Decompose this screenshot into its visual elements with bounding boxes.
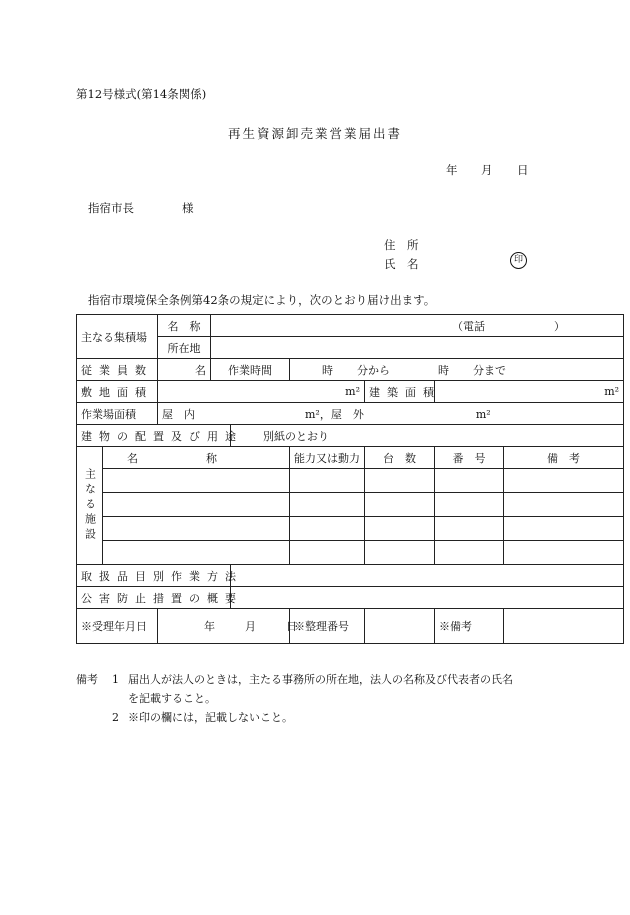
- date-day-label: 日: [517, 163, 529, 177]
- applicant-name-label: 氏 名: [384, 257, 419, 271]
- separate-sheet-text: 別紙のとおり: [263, 429, 329, 443]
- handled-items-row: [77, 565, 624, 587]
- office-use-row: [77, 609, 624, 644]
- facility-row: [77, 469, 624, 493]
- facility-remarks-cell[interactable]: [504, 469, 624, 493]
- note-1-line-1: 届出人が法人のときは，主たる事務所の所在地，法人の名称及び代表者の氏名: [128, 673, 513, 686]
- area-row: [77, 381, 624, 403]
- date-month-label: 月: [481, 163, 493, 177]
- facility-count-cell[interactable]: [365, 541, 435, 565]
- count-header: 台 数: [365, 447, 435, 469]
- intro-text: 指宿市環境保全条例第42条の規定により，次のとおり届け出ます。: [88, 293, 436, 307]
- received-date-label: ※受理年月日: [77, 609, 158, 644]
- main-site-location-row: [77, 337, 624, 359]
- building-layout-row: [77, 425, 624, 447]
- honorific: 様: [182, 201, 194, 215]
- facility-remarks-cell[interactable]: [504, 541, 624, 565]
- seal-mark: 印: [510, 252, 527, 269]
- work-area-row: [77, 403, 624, 425]
- note-1-number: 1: [112, 673, 119, 686]
- ref-number-label: ※整理番号: [290, 609, 365, 644]
- received-day: 日: [286, 620, 297, 633]
- applicant-address-label: 住 所: [384, 238, 419, 252]
- remarks-header: 備 考: [504, 447, 624, 469]
- hour-to: 時: [438, 363, 449, 377]
- building-area-field[interactable]: [435, 381, 624, 403]
- received-year: 年: [204, 620, 215, 633]
- work-area-label: 作業場面積: [77, 403, 158, 425]
- addressee: 指宿市長: [88, 201, 134, 215]
- facilities-label: 主なる施設: [83, 468, 97, 543]
- location-field[interactable]: [211, 337, 624, 359]
- employees-row: [77, 359, 624, 381]
- facility-capacity-cell[interactable]: [290, 469, 365, 493]
- employees-field[interactable]: [158, 359, 211, 381]
- facility-number-cell[interactable]: [435, 517, 504, 541]
- pollution-row: [77, 587, 624, 609]
- pollution-label: 公害防止措置の概要: [77, 587, 231, 609]
- facility-number-cell[interactable]: [435, 469, 504, 493]
- note-2-number: 2: [112, 711, 119, 724]
- handled-items-label: 取扱品目別作業方法: [77, 565, 231, 587]
- facility-name-header: [103, 447, 290, 469]
- outdoor-label: 屋 外: [330, 407, 364, 421]
- facility-capacity-cell[interactable]: [290, 541, 365, 565]
- building-layout-label: 建物の配置及び用途: [77, 425, 231, 447]
- facility-capacity-cell[interactable]: [290, 493, 365, 517]
- location-label: 所在地: [158, 337, 211, 359]
- facility-remarks-cell[interactable]: [504, 493, 624, 517]
- main-site-label: 主なる集積場: [77, 315, 158, 359]
- site-area-field[interactable]: [158, 381, 365, 403]
- site-area-unit: m²: [345, 385, 360, 398]
- main-site-name-row: [77, 315, 624, 337]
- form-number: 第12号様式(第14条関係): [76, 87, 207, 101]
- persons-unit: 名: [195, 363, 206, 377]
- facility-capacity-cell[interactable]: [290, 517, 365, 541]
- date-year-label: 年: [446, 163, 458, 177]
- remarks-field[interactable]: [504, 609, 624, 644]
- building-area-unit: m²: [604, 385, 620, 398]
- facility-name-cell[interactable]: [103, 469, 290, 493]
- work-hours-field[interactable]: [290, 359, 624, 381]
- pollution-field[interactable]: [231, 587, 624, 609]
- notes-section: [76, 670, 513, 727]
- site-area-label: 敷地面積: [77, 381, 158, 403]
- name-label: 名 称: [158, 315, 211, 337]
- remarks-label: ※備考: [435, 609, 504, 644]
- facility-count-cell[interactable]: [365, 517, 435, 541]
- building-area-label: 建築面積: [365, 381, 435, 403]
- work-area-field[interactable]: [158, 403, 624, 425]
- name-field[interactable]: [211, 315, 624, 337]
- note-1-line-2: を記載すること。: [128, 692, 216, 705]
- facility-name-cell[interactable]: [103, 541, 290, 565]
- facility-count-cell[interactable]: [365, 493, 435, 517]
- indoor-unit: m²，: [305, 407, 331, 421]
- facilities-header-row: [77, 447, 624, 469]
- building-layout-field[interactable]: [231, 425, 624, 447]
- minute-from: 分から: [357, 363, 390, 377]
- facility-name-cell[interactable]: [103, 493, 290, 517]
- facility-count-cell[interactable]: [365, 469, 435, 493]
- employees-label: 従業員数: [77, 359, 158, 381]
- document-title: 再生資源卸売業営業届出書: [227, 126, 402, 141]
- received-date-field[interactable]: [158, 609, 297, 644]
- facility-remarks-cell[interactable]: [504, 517, 624, 541]
- facility-row: [77, 517, 624, 541]
- facility-number-cell[interactable]: [435, 493, 504, 517]
- facility-row: [77, 541, 624, 565]
- minute-to: 分まで: [473, 363, 506, 377]
- hour-from: 時: [322, 363, 333, 377]
- notes-label: 備考: [76, 673, 98, 686]
- facility-name-cell[interactable]: [103, 517, 290, 541]
- facility-row: [77, 493, 624, 517]
- ref-number-field[interactable]: [365, 609, 435, 644]
- capacity-header: 能力又は動力: [290, 447, 365, 469]
- phone-label: （電話: [452, 319, 485, 333]
- facilities-label-cell: [77, 447, 103, 565]
- outdoor-unit: m²: [475, 407, 491, 421]
- number-header: 番 号: [435, 447, 504, 469]
- facility-name-header-b: 称: [206, 451, 217, 465]
- work-hours-label: 作業時間: [211, 359, 290, 381]
- received-month: 月: [245, 620, 256, 633]
- handled-items-field[interactable]: [231, 565, 624, 587]
- notification-form-table: [76, 314, 624, 644]
- indoor-label: 屋 内: [162, 407, 195, 421]
- facility-number-cell[interactable]: [435, 541, 504, 565]
- phone-close: ）: [554, 319, 565, 333]
- note-2-text: ※印の欄には，記載しないこと。: [128, 711, 293, 724]
- facility-name-header-a: 名: [127, 451, 138, 465]
